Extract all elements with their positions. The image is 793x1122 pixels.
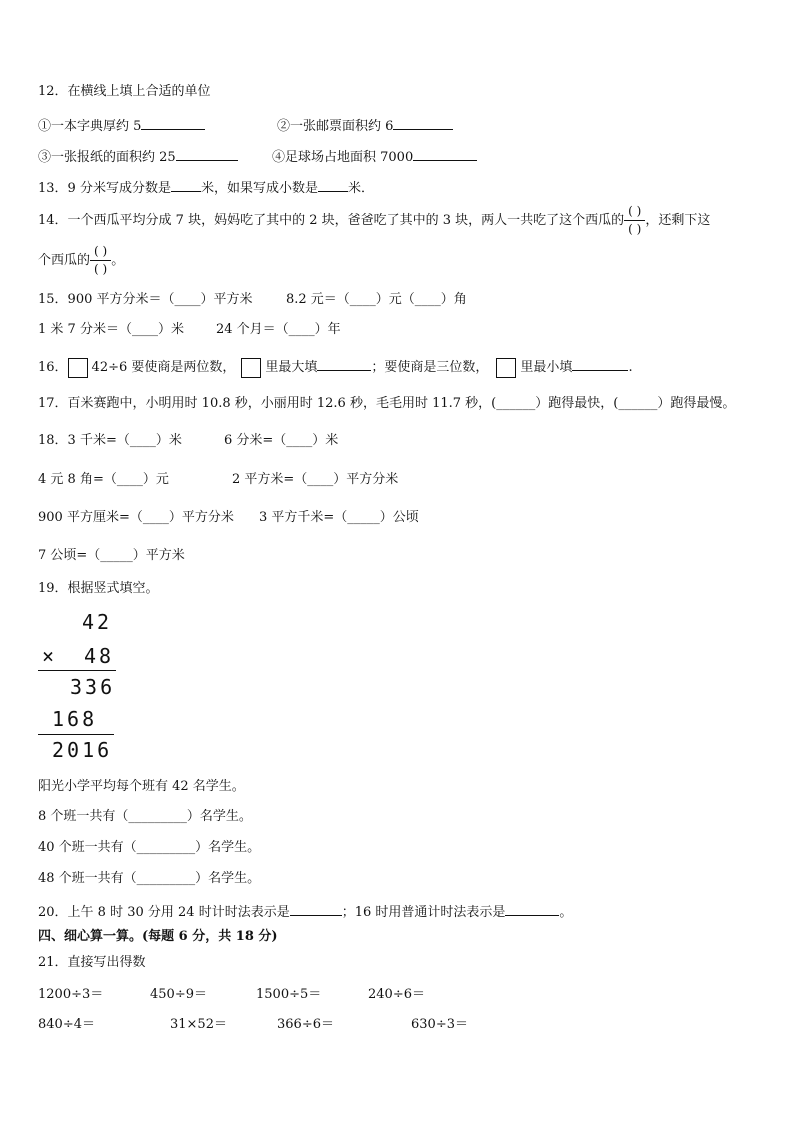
- q12-blank-a[interactable]: [141, 116, 205, 130]
- section-4-heading: 四、细心算一算。(每题 6 分，共 18 分): [38, 929, 278, 944]
- mult-times-sign: ×: [42, 644, 58, 668]
- q19-line-1: 8 个班一共有（_________）名学生。: [38, 809, 252, 824]
- q16-box-1[interactable]: [68, 358, 88, 378]
- q18-r4a: 7 公顷=（_____）平方米: [38, 548, 185, 563]
- q18-r3b: 3 平方千米=（_____）公顷: [259, 510, 419, 525]
- q17: 17．百米赛跑中，小明用时 10.8 秒，小丽用时 12.6 秒，毛毛用时 11.7 秒，(______）跑得最快，(______）跑得最慢。: [38, 396, 736, 411]
- q12-item-a: ①一本字典厚约 5: [38, 116, 205, 136]
- q21-item: 1500÷5＝: [256, 987, 322, 1002]
- q15-a1: 15．900 平方分米＝（____）平方米: [38, 292, 253, 307]
- q12-item-d: ④足球场占地面积 7000: [272, 147, 477, 167]
- q19-title: 19．根据竖式填空。: [38, 581, 159, 596]
- mult-partial-1: 336: [70, 675, 116, 699]
- q12-blank-c[interactable]: [176, 147, 238, 161]
- q16: 16． 42÷6 要使商是两位数， 里最大填 ；要使商是三位数， 里最小填 .: [38, 357, 633, 379]
- q12-blank-b[interactable]: [393, 116, 453, 130]
- q20-blank-12h[interactable]: [505, 902, 559, 916]
- q16-box-3[interactable]: [496, 358, 516, 378]
- q13: 13．9 分米写成分数是 米，如果写成小数是 米．: [38, 178, 374, 198]
- q18-r3a: 900 平方厘米=（____）平方分米: [38, 510, 234, 525]
- mult-multiplier: 48: [84, 644, 115, 668]
- mult-multiplicand: 42: [82, 610, 113, 634]
- q19-intro: 阳光小学平均每个班有 42 名学生。: [38, 779, 245, 794]
- q18-r2a: 4 元 8 角=（____）元: [38, 472, 169, 487]
- q19-line-3: 48 个班一共有（_________）名学生。: [38, 871, 261, 886]
- q21-item: 1200÷3＝: [38, 987, 104, 1002]
- q15-b1: 1 米 7 分米＝（____）米: [38, 322, 184, 337]
- q21-item: 630÷3＝: [411, 1017, 468, 1032]
- q18-r2b: 2 平方米=（____）平方分米: [232, 472, 399, 487]
- q15-a2: 8.2 元＝（____）元（____）角: [286, 292, 467, 307]
- mult-product: 2016: [52, 738, 113, 762]
- q12-title: 12．在横线上填上合适的单位: [38, 84, 211, 99]
- q18-r1b: 6 分米=（____）米: [224, 433, 339, 448]
- q21-title: 21．直接写出得数: [38, 955, 146, 970]
- q15-b2: 24 个月＝（____）年: [216, 322, 341, 337]
- q16-blank-min[interactable]: [572, 357, 628, 371]
- q12-item-c: ③一张报纸的面积约 25: [38, 147, 238, 167]
- mult-line-1: [38, 670, 116, 671]
- q21-item: 240÷6＝: [368, 987, 425, 1002]
- q21-item: 366÷6＝: [277, 1017, 334, 1032]
- q12-blank-d[interactable]: [413, 147, 477, 161]
- q13-blank-fraction[interactable]: [171, 178, 201, 192]
- q14-line2: 个西瓜的 $\frac{( )}{( )}$ 。: [38, 244, 125, 276]
- q12-item-b: ②一张邮票面积约 6: [277, 116, 453, 136]
- q19-line-2: 40 个班一共有（_________）名学生。: [38, 840, 261, 855]
- q14-fraction-eaten[interactable]: $\frac{( )}{( )}$: [624, 204, 645, 237]
- q18-r1a: 18．3 千米=（____）米: [38, 433, 182, 448]
- mult-partial-2: 168: [52, 707, 98, 731]
- q21-item: 31×52＝: [170, 1017, 227, 1032]
- q14-fraction-left[interactable]: $\frac{( )}{( )}$: [90, 244, 111, 277]
- q21-item: 840÷4＝: [38, 1017, 95, 1032]
- q16-blank-max[interactable]: [317, 357, 371, 371]
- q20-blank-24h[interactable]: [290, 902, 342, 916]
- q21-item: 450÷9＝: [150, 987, 207, 1002]
- mult-line-2: [38, 734, 114, 735]
- q16-box-2[interactable]: [241, 358, 261, 378]
- q14-line1: 14．一个西瓜平均分成 7 块，妈妈吃了其中的 2 块，爸爸吃了其中的 3 块，两人一共吃了这个西瓜的 $\frac{( )}{( )}$ ，还剩下这: [38, 204, 711, 236]
- q13-blank-decimal[interactable]: [318, 178, 348, 192]
- q20: 20．上午 8 时 30 分用 24 时计时法表示是 ；16 时用普通计时法表示是 。: [38, 902, 572, 922]
